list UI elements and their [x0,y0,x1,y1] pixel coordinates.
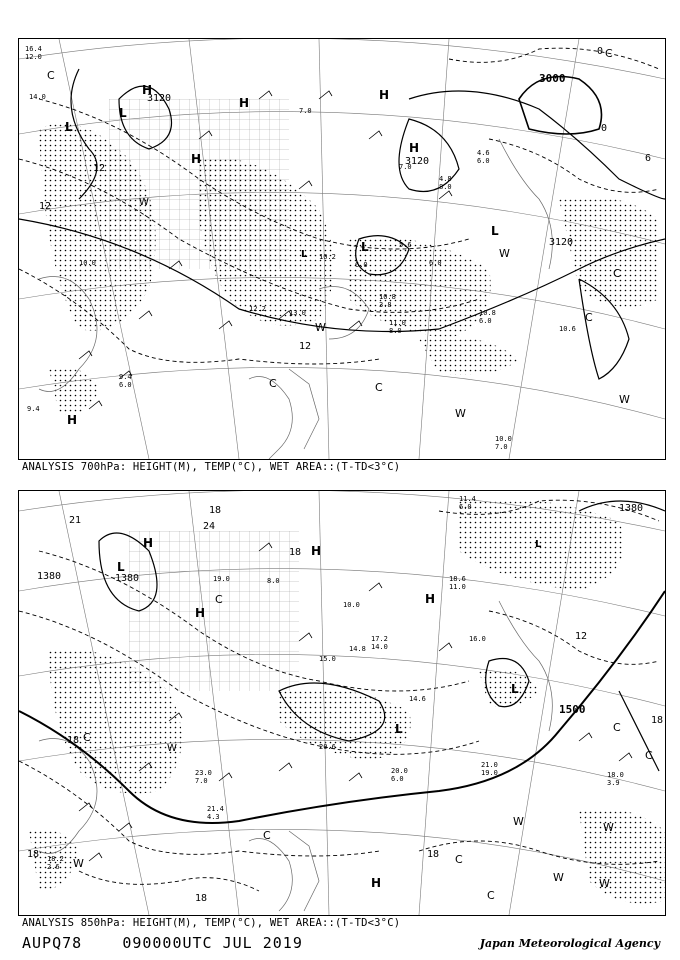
cold-marker: C [487,889,495,902]
station-value: 12.0 [25,53,42,61]
station-value: 7.0 [299,107,312,115]
station-value: 10.8 [479,309,496,317]
station-value: 19.0 [481,769,498,777]
station-value: 14.0 [29,93,46,101]
map-panel-700hpa [18,38,666,460]
station-value: 18.0 [607,771,624,779]
station-value: 18.2 [47,855,64,863]
contour-label: 1380 [37,571,62,582]
contour-label: 12 [39,201,52,212]
station-value: 7.0 [399,163,412,171]
station-value: 6.0 [391,775,404,783]
contour-label: 3000 [539,72,566,85]
low-pressure-marker: L [491,224,499,238]
station-value: 3.8 [379,301,392,309]
station-value: 13.0 [289,309,306,317]
contour-label: 18 [27,849,40,860]
station-value: 4.3 [207,813,220,821]
contour-label: 3120 [405,156,430,167]
cold-marker: C [613,721,621,734]
high-pressure-marker: H [311,544,322,558]
high-pressure-marker: H [239,96,250,110]
cold-marker: C [269,377,277,390]
station-value: 11.0 [389,319,406,327]
station-value: 10.0 [343,601,360,609]
map-850hpa-canvas [19,491,665,915]
cold-marker: C [645,749,653,762]
high-pressure-marker: H [425,592,436,606]
contour-label: 1380 [619,503,644,514]
station-value: 3.9 [607,779,620,787]
station-value: 21.0 [481,761,498,769]
station-value: 8.0 [267,577,280,585]
station-value: 8.0 [439,183,452,191]
station-value: 4.6 [477,149,490,157]
station-value: 9.4 [27,405,40,413]
station-value: 10.2 [319,253,336,261]
station-value: 6.0 [119,381,132,389]
cold-marker: C [613,267,621,280]
contour-label: 3120 [549,237,574,248]
station-value: 10.8 [379,293,396,301]
contour-label: 6 [645,153,652,164]
station-value: 16.4 [25,45,42,53]
cold-marker: C [47,69,55,82]
warm-marker: W [513,815,524,828]
station-value: 10.6 [559,325,576,333]
high-pressure-marker: H [143,536,154,550]
high-pressure-marker: H [371,876,382,890]
station-value: 7.0 [495,443,508,451]
station-value: 11.4 [459,495,476,503]
station-value: 7.0 [195,777,208,785]
contour-label: 18 [289,547,302,558]
cold-marker: C [605,47,613,60]
station-value: 4.8 [439,175,452,183]
low-pressure-marker: L [119,106,127,120]
contour-label: 12 [299,341,312,352]
station-value: 6.0 [459,503,472,511]
warm-marker: W [167,743,177,754]
contour-label: 21 [69,515,82,526]
station-value: 9.4 [119,373,132,381]
contour-label: 0 [601,123,608,134]
contour-label: 18 [67,735,80,746]
contour-label: 12 [93,163,106,174]
station-value: 10.0 [79,259,96,267]
contour-label: 1500 [559,703,586,716]
contour-label: 24 [203,521,216,532]
station-value: 17.2 [371,635,388,643]
station-value: 20.0 [391,767,408,775]
cold-marker: C [375,381,383,394]
cold-marker: C [585,311,593,324]
station-value: 2.6 [47,863,60,871]
station-value: 14.8 [349,645,366,653]
high-pressure-marker: H [409,141,420,155]
station-value: 5.6 [399,241,412,249]
warm-marker: W [603,821,614,834]
low-pressure-marker: L [65,120,73,134]
station-value: 16.0 [469,635,486,643]
warm-marker: W [139,197,149,208]
station-value: 21.4 [207,805,224,813]
station-value: 14.6 [409,695,426,703]
low-pressure-marker: L [117,560,125,574]
station-value: 10.0 [495,435,512,443]
warm-marker: W [455,407,466,420]
station-value: 6.0 [429,259,442,267]
contour-label: 0 [597,46,604,57]
cold-marker: C [455,853,463,866]
contour-label: 18 [209,505,222,516]
high-pressure-marker: H [191,152,202,166]
contour-label: 18 [651,715,664,726]
low-pressure-marker: L [301,249,308,260]
station-value: 20.6 [319,743,336,751]
cold-marker: C [83,731,91,744]
warm-marker: W [599,877,610,890]
station-value: 6.0 [479,317,492,325]
station-value: 6.0 [477,157,490,165]
chart-identifier [22,934,303,952]
contour-label: 18 [427,849,440,860]
valid-time: 090000UTC JUL 2019 [122,934,303,952]
station-value: 19.0 [213,575,230,583]
low-pressure-marker: L [361,240,369,254]
station-value: 14.0 [371,643,388,651]
contour-label: 1380 [115,573,140,584]
station-value: 11.0 [449,583,466,591]
station-value: 12.2 [249,305,266,313]
station-value: 23.0 [195,769,212,777]
map-panel-850hpa [18,490,666,916]
station-value: 8.0 [389,327,402,335]
station-value: 18.6 [449,575,466,583]
warm-marker: W [73,857,84,870]
station-value: 6.0 [355,261,368,269]
high-pressure-marker: H [142,83,153,97]
warm-marker: W [499,247,510,260]
cold-marker: C [215,593,223,606]
low-pressure-marker: L [395,722,403,736]
contour-label: 18 [195,893,208,904]
caption-850hpa: ANALYSIS 850hPa: HEIGHT(M), TEMP(°C), WET AREA::(T-TD<3°C) [22,917,401,929]
cold-marker: C [263,829,271,842]
map-700hpa-canvas [19,39,665,459]
warm-marker: W [619,393,630,406]
contour-label: 12 [575,631,588,642]
low-pressure-marker: L [511,682,519,696]
station-value: 15.0 [319,655,336,663]
chart-code: AUPQ78 [22,934,83,952]
agency-name: Japan Meteorological Agency [479,937,660,950]
high-pressure-marker: H [67,413,78,427]
high-pressure-marker: H [195,606,206,620]
high-pressure-marker: H [379,88,390,102]
low-pressure-marker: L [535,539,542,550]
warm-marker: W [315,321,326,334]
warm-marker: W [553,871,564,884]
contour-label: 3120 [147,93,172,104]
caption-700hpa: ANALYSIS 700hPa: HEIGHT(M), TEMP(°C), WET AREA::(T-TD<3°C) [22,461,401,473]
